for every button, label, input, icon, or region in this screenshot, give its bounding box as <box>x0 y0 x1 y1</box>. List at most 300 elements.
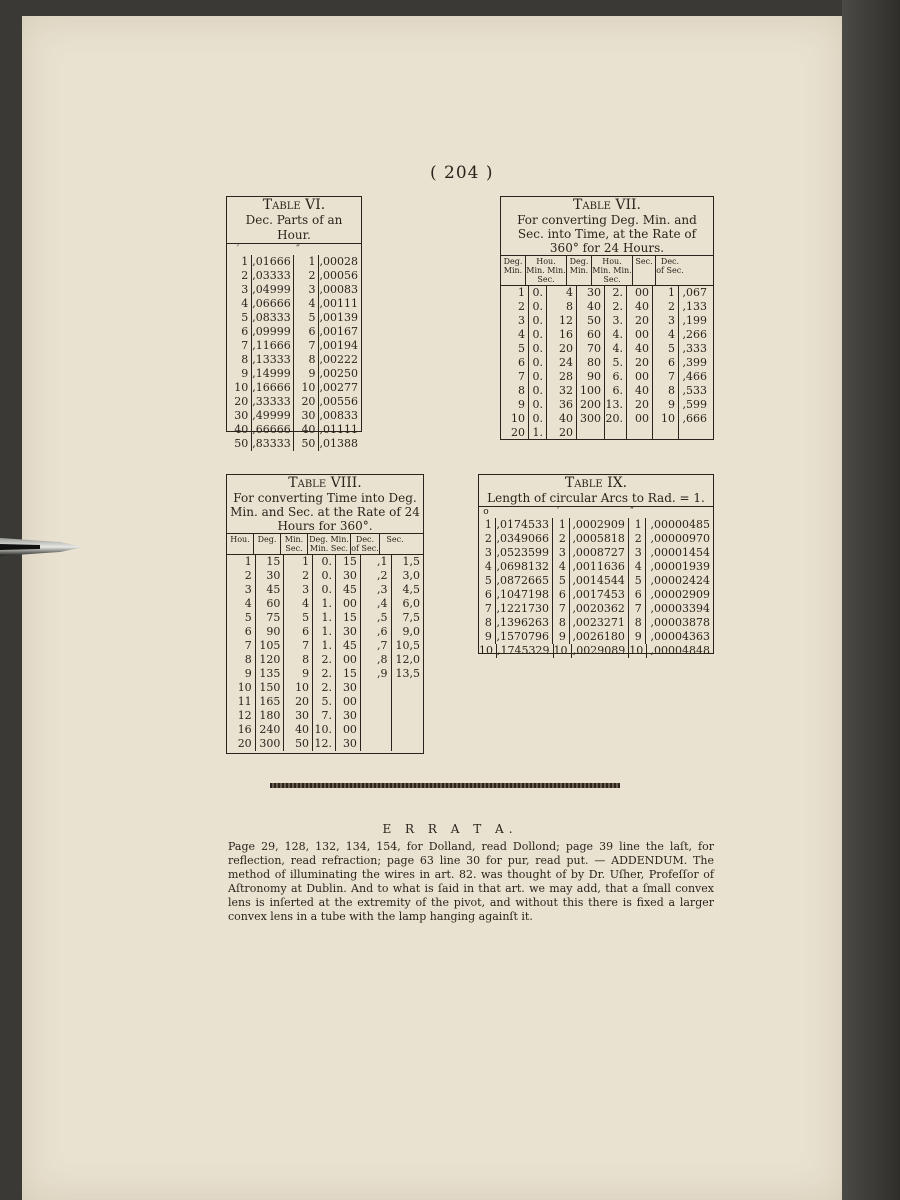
table-vii-cell: 6. <box>605 384 627 398</box>
table-viii-cell: 1. <box>313 625 336 639</box>
table-viii-cell: 13,5 <box>395 667 420 680</box>
table-vii-cell: 0. <box>529 342 547 356</box>
table-viii-cell: 1 <box>284 555 313 569</box>
table-viii-cell: 3 <box>284 583 313 597</box>
table-vii-cell: 300 <box>577 412 605 426</box>
table-viii-cell <box>361 695 392 709</box>
table-viii-cell: 30 <box>256 569 285 583</box>
table-vii-cell: 00 <box>627 412 653 426</box>
table-vi-row <box>227 395 361 409</box>
table-vii-subtitle: For converting Deg. Min. and Sec. into Time, at the Rate of 360° for 24 Hours. <box>517 213 697 255</box>
table-vi-cell: ,09999 <box>252 325 294 339</box>
table-viii-header <box>227 534 423 555</box>
table-vi-cell: 50 <box>227 437 252 451</box>
table-viii-row <box>227 681 423 695</box>
table-viii-cell: ,5 <box>361 611 392 625</box>
table-viii-cell <box>361 737 392 751</box>
table-vi-cell: 40 <box>227 423 252 437</box>
table-viii-cell: 5. <box>313 695 336 709</box>
table-viii-cell: 2. <box>313 681 336 695</box>
table-vii-cell: 28 <box>547 370 577 384</box>
table-vii-row <box>501 370 713 384</box>
table-ix-cell: 6 <box>479 588 496 602</box>
table-vii-col-header: Hou. Min. Min. Sec. <box>592 257 632 284</box>
table-vii-cell: 20 <box>627 356 653 370</box>
table-vii-cell: 40 <box>547 412 577 426</box>
table-vi-cell: 40 <box>294 423 319 437</box>
table-ix-cell: 8 <box>479 616 496 630</box>
table-vii-col-header: Deg. Min. <box>501 256 526 285</box>
table-vii-cell: 1. <box>529 426 547 440</box>
table-vii-cell: 70 <box>577 342 605 356</box>
table-vi-cell: 9 <box>294 367 319 381</box>
table-vi-head-min: ′ <box>236 244 240 255</box>
table-ix-cell: 6 <box>629 588 646 602</box>
table-vi-cell: 5 <box>227 311 252 325</box>
table-viii-cell: 6 <box>227 625 256 639</box>
table-viii-row <box>227 555 423 569</box>
table-viii-cell <box>361 681 392 695</box>
table-ix-cell: ,1221730 <box>496 602 553 616</box>
table-vi-subtitle: Dec. Parts of an Hour. <box>245 213 343 242</box>
table-ix-cell: ,1570796 <box>496 630 553 644</box>
table-ix-cell: 2 <box>553 532 570 546</box>
table-ix-body <box>479 518 713 658</box>
table-ix-cell: ,00000970 <box>650 532 710 545</box>
table-vii-header <box>501 256 713 286</box>
table-vii-row <box>501 412 713 426</box>
table-vi-cell: 7 <box>227 339 252 353</box>
table-ix-cell: ,1745329 <box>497 644 554 658</box>
table-vi-cell: 6 <box>294 325 319 339</box>
table-ix-cell: 5 <box>553 574 570 588</box>
table-viii-cell: 20 <box>227 737 256 751</box>
table-ix-cell: 1 <box>629 518 646 532</box>
table-vii-cell: 20 <box>627 398 653 412</box>
table-vii-cell: 5 <box>501 342 529 356</box>
table-ix-cell: ,0023271 <box>570 616 629 630</box>
table-ix-cell: ,0008727 <box>570 546 629 560</box>
table-vii-col-header: Hou. Min. Min. Sec. <box>526 257 566 284</box>
table-vi-cell: 2 <box>294 269 319 283</box>
table-vii-cell: 5. <box>605 356 627 370</box>
table-vii-cell: 16 <box>547 328 577 342</box>
table-viii-cell: 5 <box>227 611 256 625</box>
table-vii-cell: 1 <box>653 286 679 300</box>
table-vii-cell: 30 <box>577 286 605 300</box>
table-vii-cell <box>577 426 605 440</box>
table-viii-cell: ,9 <box>361 667 392 681</box>
table-vi-cell: ,16666 <box>252 381 294 395</box>
table-ix-cell: ,0002909 <box>570 518 629 532</box>
table-vii-cell: 0. <box>529 300 547 314</box>
table-vi-cell: 1 <box>227 255 252 269</box>
table-vii-row <box>501 286 713 300</box>
table-vi-cell: ,01388 <box>319 437 359 450</box>
table-viii-row <box>227 709 423 723</box>
table-viii-cell: 30 <box>336 737 361 751</box>
table-viii-cell: 45 <box>336 639 361 653</box>
table-viii-row <box>227 569 423 583</box>
table-viii-col-header: Hou. <box>227 534 254 554</box>
table-ix-row <box>479 602 713 616</box>
table-vii-cell: 0. <box>529 328 547 342</box>
table-vi-cell: ,00833 <box>319 409 359 422</box>
table-ix-cell: 6 <box>553 588 570 602</box>
table-ix-cell: 8 <box>553 616 570 630</box>
table-ix-cell: ,00001454 <box>650 546 710 559</box>
table-ix-cell: 3 <box>629 546 646 560</box>
table-viii-cell: ,4 <box>361 597 392 611</box>
table-viii-cell: 0. <box>313 569 336 583</box>
table-vii-cell: 90 <box>577 370 605 384</box>
table-vi-row <box>227 339 361 353</box>
table-vii-title: Table VII. <box>573 197 641 213</box>
table-viii-cell: 1. <box>313 639 336 653</box>
table-vii-cell: 0. <box>529 412 547 426</box>
table-vi-cell: 30 <box>227 409 252 423</box>
table-ix-cell: ,0014544 <box>570 574 629 588</box>
table-viii-cell: 1,5 <box>402 555 420 568</box>
table-viii-cell: 11 <box>227 695 256 709</box>
table-viii-cell: 45 <box>256 583 285 597</box>
table-vi-cell: ,00277 <box>319 381 359 394</box>
table-viii-body <box>227 555 423 751</box>
table-vi-cell: ,00083 <box>319 283 359 296</box>
table-vii-cell: 4 <box>501 328 529 342</box>
table-vi-cell: ,00250 <box>319 367 359 380</box>
table-ix-cell: 10 <box>479 644 497 658</box>
table-vi-title: Table VI. <box>262 197 326 213</box>
table-vii-cell: 0. <box>529 286 547 300</box>
table-vi-cell: 2 <box>227 269 252 283</box>
table-vii-cell: 00 <box>627 370 653 384</box>
table-ix-row <box>479 560 713 574</box>
table-viii-cell: 7 <box>227 639 256 653</box>
table-ix-cell: 2 <box>629 532 646 546</box>
table-ix-cell: ,00003394 <box>650 602 710 615</box>
table-viii-cell: 12. <box>313 737 336 751</box>
table-ix-cell: ,0026180 <box>570 630 629 644</box>
table-vi-cell: ,00028 <box>319 255 359 268</box>
table-vii-cell: 100 <box>577 384 605 398</box>
table-vii-cell: 20 <box>627 314 653 328</box>
table-vi-header <box>227 244 361 255</box>
table-ix-cell: 3 <box>553 546 570 560</box>
table-vii-cell: ,067 <box>682 286 707 299</box>
table-viii-row <box>227 667 423 681</box>
table-vii-cell: 0. <box>529 398 547 412</box>
table-vii-cell: 0. <box>529 314 547 328</box>
table-vi-cell: ,14999 <box>252 367 294 381</box>
table-vii-cell: 32 <box>547 384 577 398</box>
table-ix-cell: ,0005818 <box>570 532 629 546</box>
table-vii-cell: 8 <box>547 300 577 314</box>
table-ix-cell: ,0349066 <box>496 532 553 546</box>
table-ix-head-min: ′ <box>556 507 560 517</box>
table-vii-cell: ,133 <box>682 300 707 313</box>
table-viii-cell: 5 <box>284 611 313 625</box>
table-vi-cell: 8 <box>294 353 319 367</box>
table-vi-head-sec: ″ <box>296 244 300 255</box>
table-vii-row <box>501 300 713 314</box>
table-ix-cell: 7 <box>553 602 570 616</box>
table-viii-cell <box>392 723 423 737</box>
table-viii-cell: 0. <box>313 583 336 597</box>
table-vii-cell: 3. <box>605 314 627 328</box>
table-vii-cell: 4 <box>547 286 577 300</box>
table-vii-cell: 80 <box>577 356 605 370</box>
table-vi-cell: ,00167 <box>319 325 359 338</box>
table-ix-cell: 1 <box>553 518 570 532</box>
table-vi-cell: ,66666 <box>252 423 294 437</box>
pen-bookmark-icon <box>0 532 84 560</box>
table-ix-row <box>479 532 713 546</box>
table-vii-cell <box>653 426 679 440</box>
table-ix-cell: ,0523599 <box>496 546 553 560</box>
table-vii-cell: 7 <box>501 370 529 384</box>
table-vii-cell: 5 <box>653 342 679 356</box>
table-vii <box>500 196 714 440</box>
table-vii-cell: 24 <box>547 356 577 370</box>
table-viii-cell: 00 <box>336 653 361 667</box>
table-viii-col-header: Deg. Min. Min. Sec. <box>308 534 351 554</box>
table-viii-cell: 120 <box>256 653 285 667</box>
table-vi-row <box>227 409 361 423</box>
table-viii-row <box>227 625 423 639</box>
table-vi-cell: 10 <box>294 381 319 395</box>
table-vi-row <box>227 353 361 367</box>
table-vi-cell: ,08333 <box>252 311 294 325</box>
table-vii-cell: 4 <box>653 328 679 342</box>
table-vi-cell: 4 <box>294 297 319 311</box>
table-ix-cell: 1 <box>479 518 496 532</box>
table-viii-cell: 20 <box>284 695 313 709</box>
table-vii-cell: 1 <box>501 286 529 300</box>
table-vii-cell: 0. <box>529 370 547 384</box>
table-vii-cell: 0. <box>529 356 547 370</box>
table-ix-cell: ,00001939 <box>650 560 710 573</box>
table-vii-cell: 40 <box>577 300 605 314</box>
table-vi-cell: 8 <box>227 353 252 367</box>
table-vii-cell: 6 <box>653 356 679 370</box>
table-vi-row <box>227 311 361 325</box>
table-ix-cell: ,0698132 <box>496 560 553 574</box>
table-vi-cell: ,00556 <box>319 395 359 408</box>
table-viii-cell: 00 <box>336 723 361 737</box>
table-viii-cell: 10 <box>227 681 256 695</box>
table-viii-cell: 10,5 <box>395 639 420 652</box>
table-vii-cell <box>679 426 710 440</box>
table-vii-cell: 60 <box>577 328 605 342</box>
table-vii-cell: ,466 <box>682 370 707 383</box>
table-vi-cell: ,13333 <box>252 353 294 367</box>
table-vi-cell: ,11666 <box>252 339 294 353</box>
table-vii-cell: 20. <box>605 412 627 426</box>
table-viii-cell <box>392 695 423 709</box>
table-vii-cell: 9 <box>653 398 679 412</box>
table-vii-cell: ,266 <box>682 328 707 341</box>
table-viii-row <box>227 723 423 737</box>
table-viii-cell <box>361 723 392 737</box>
table-vi-cell: 30 <box>294 409 319 423</box>
table-viii-cell: 6,0 <box>402 597 420 610</box>
table-viii-cell: 105 <box>256 639 285 653</box>
table-vii-cell: 20 <box>547 342 577 356</box>
table-vi-cell: 5 <box>294 311 319 325</box>
table-vi-cell: 7 <box>294 339 319 353</box>
table-ix-cell: ,00000485 <box>650 518 710 531</box>
table-viii-row <box>227 695 423 709</box>
table-viii-cell: 3 <box>227 583 256 597</box>
table-vii-cell <box>627 426 653 440</box>
table-viii-cell: 60 <box>256 597 285 611</box>
table-viii-cell: ,2 <box>361 569 392 583</box>
table-viii-cell <box>392 681 423 695</box>
table-vii-cell: ,533 <box>682 384 707 397</box>
table-vii-cell: 0. <box>529 384 547 398</box>
table-viii-cell: 15 <box>336 555 361 569</box>
table-vii-cell: 3 <box>653 314 679 328</box>
table-ix-cell: 4 <box>479 560 496 574</box>
table-viii-cell: ,7 <box>361 639 392 653</box>
table-ix-row <box>479 616 713 630</box>
table-viii-cell: 180 <box>256 709 285 723</box>
table-viii-cell: 8 <box>284 653 313 667</box>
table-vi-cell: ,00056 <box>319 269 359 282</box>
errata-title: E R R A T A. <box>382 822 518 836</box>
table-viii-cell: 4,5 <box>402 583 420 596</box>
table-vi-cell: ,01666 <box>252 255 294 269</box>
table-vi-body <box>227 255 361 451</box>
table-vii-cell: ,333 <box>682 342 707 355</box>
table-vi-cell: ,06666 <box>252 297 294 311</box>
table-ix-cell: ,00002909 <box>650 588 710 601</box>
table-viii-cell: 3,0 <box>402 569 420 582</box>
table-viii-cell: 00 <box>336 597 361 611</box>
table-viii-cell <box>392 737 423 751</box>
table-vi-cell: 20 <box>227 395 252 409</box>
table-viii-cell: 90 <box>256 625 285 639</box>
table-vii-cell: 40 <box>627 384 653 398</box>
table-ix-head-sec: ″ <box>630 507 634 517</box>
table-viii-col-header: Dec. of Sec. <box>351 535 379 553</box>
table-vii-cell: 40 <box>627 300 653 314</box>
ornament-rule <box>270 783 620 788</box>
table-vii-col-header: Deg. Min. <box>567 256 592 285</box>
table-viii-cell: 1. <box>313 611 336 625</box>
table-viii-cell: 7 <box>284 639 313 653</box>
table-ix-cell: 5 <box>479 574 496 588</box>
table-viii-cell: 4 <box>284 597 313 611</box>
table-vii-cell: 2 <box>501 300 529 314</box>
table-vii-cell: 00 <box>627 328 653 342</box>
table-vi-cell: ,01111 <box>319 423 359 436</box>
table-ix-cell: ,0011636 <box>570 560 629 574</box>
table-ix-row <box>479 574 713 588</box>
table-viii-subtitle: For converting Time into Deg. Min. and Sec. at the Rate of 24 Hours for 360°. <box>230 491 420 533</box>
table-viii-cell: 2. <box>313 667 336 681</box>
table-ix-cell: ,00004848 <box>650 644 710 657</box>
table-ix-cell: 2 <box>479 532 496 546</box>
table-viii-cell: 0. <box>313 555 336 569</box>
table-vi <box>226 196 362 450</box>
table-viii-cell: 4 <box>227 597 256 611</box>
table-viii-cell <box>392 709 423 723</box>
table-vii-body <box>501 286 713 440</box>
table-ix-row <box>479 588 713 602</box>
table-viii-cell: 30 <box>336 709 361 723</box>
table-ix-cell: 8 <box>629 616 646 630</box>
table-viii-cell: 40 <box>284 723 313 737</box>
table-vii-cell: 4. <box>605 342 627 356</box>
table-ix-cell: 9 <box>629 630 646 644</box>
table-vii-col-header: Sec. <box>633 256 656 285</box>
table-ix-cell: ,00004363 <box>650 630 710 643</box>
table-ix-cell: ,1047198 <box>496 588 553 602</box>
table-viii-cell: 8 <box>227 653 256 667</box>
table-vii-cell: 12 <box>547 314 577 328</box>
book-page <box>22 16 842 1200</box>
table-vii-row <box>501 342 713 356</box>
table-viii-row <box>227 737 423 751</box>
table-ix-cell: ,00002424 <box>650 574 710 587</box>
table-ix-cell: 7 <box>629 602 646 616</box>
table-vii-cell: 00 <box>627 286 653 300</box>
table-vii-cell: 36 <box>547 398 577 412</box>
table-viii-cell: 30 <box>336 569 361 583</box>
table-vii-cell: 3 <box>501 314 529 328</box>
table-ix-cell: 3 <box>479 546 496 560</box>
table-ix-row <box>479 518 713 532</box>
table-vii-cell: ,666 <box>682 412 707 425</box>
table-vi-cell: 20 <box>294 395 319 409</box>
table-ix-cell: 10 <box>554 644 572 658</box>
table-vi-row <box>227 367 361 381</box>
table-vii-cell: 20 <box>501 426 529 440</box>
table-ix-cell: 9 <box>553 630 570 644</box>
table-viii-cell: 12,0 <box>395 653 420 666</box>
table-viii-cell: 30 <box>336 625 361 639</box>
table-viii-col-header: Sec. <box>386 535 404 544</box>
table-viii-cell: ,8 <box>361 653 392 667</box>
table-vi-row <box>227 423 361 437</box>
table-viii-cell: 9 <box>227 667 256 681</box>
table-viii-cell: 10 <box>284 681 313 695</box>
table-viii-cell: ,3 <box>361 583 392 597</box>
table-viii-cell: 30 <box>284 709 313 723</box>
table-ix-cell: 10 <box>629 644 647 658</box>
table-vi-cell: ,00111 <box>319 297 359 310</box>
table-vi-row <box>227 381 361 395</box>
table-ix-cell: ,0872665 <box>496 574 553 588</box>
table-ix-cell: ,0174533 <box>496 518 553 532</box>
table-vi-cell: ,04999 <box>252 283 294 297</box>
table-vii-cell: 6 <box>501 356 529 370</box>
table-vii-cell: 10 <box>653 412 679 426</box>
table-viii-title: Table VIII. <box>288 475 362 491</box>
table-vii-cell: ,599 <box>682 398 707 411</box>
table-viii-cell: 150 <box>256 681 285 695</box>
table-viii-cell: 300 <box>256 737 285 751</box>
table-vi-row <box>227 437 361 451</box>
table-ix-title: Table IX. <box>564 475 628 491</box>
table-ix-cell: 9 <box>479 630 496 644</box>
table-vii-cell: 7 <box>653 370 679 384</box>
table-vii-cell: 40 <box>627 342 653 356</box>
table-ix-cell: ,1396263 <box>496 616 553 630</box>
table-vii-cell: ,399 <box>682 356 707 369</box>
